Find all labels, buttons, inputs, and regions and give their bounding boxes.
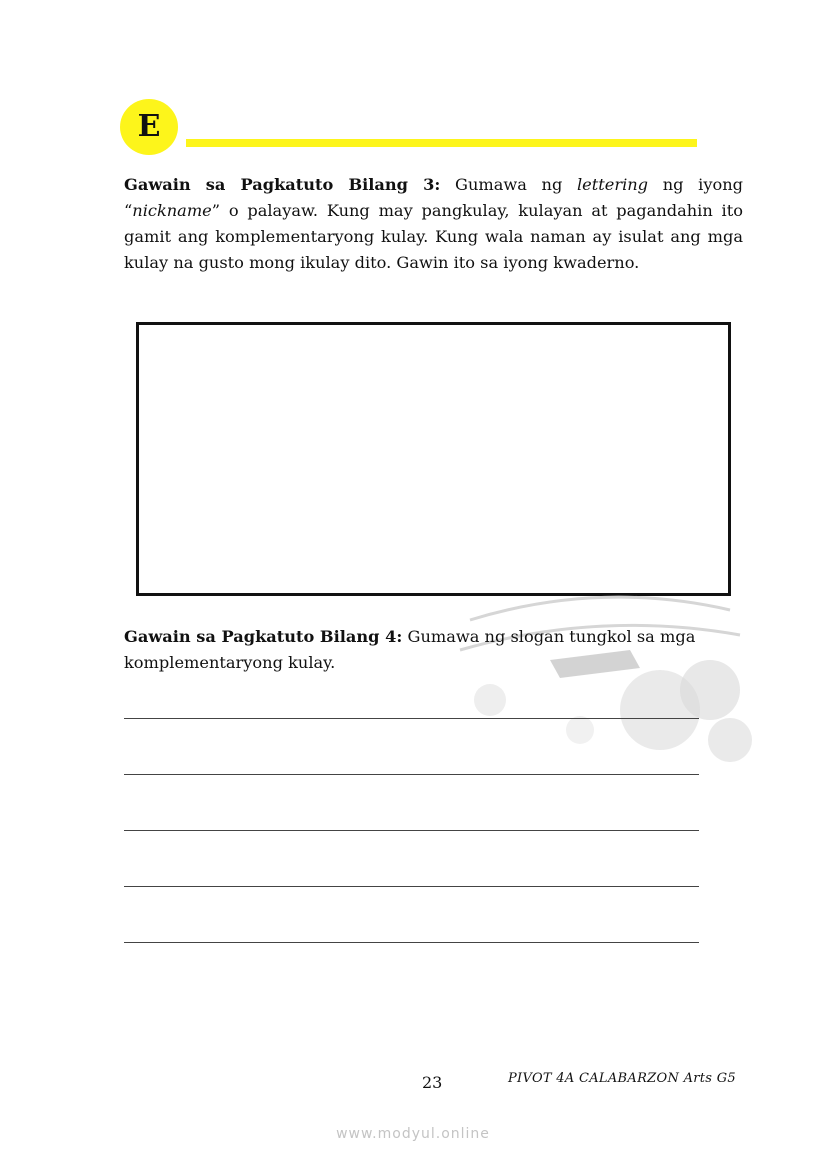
section-badge xyxy=(120,99,178,155)
activity-3-text: ” o palayaw. Kung may pangkulay, kulayan at pagandahin ito gamit ang komplementaryong kulay. Kung wala naman ay isulat ang mga kulay na gusto mong ikulay dito. Gawin ito sa iyong kwaderno. xyxy=(124,201,743,272)
activity-3-text: Gumawa ng xyxy=(440,175,577,194)
activity-4-heading: Gawain sa Pagkatuto Bilang 4: xyxy=(124,627,403,646)
answer-line[interactable] xyxy=(124,830,699,831)
activity-3-text: ng iyong “ xyxy=(124,175,744,220)
footer-reference: PIVOT 4A CALABARZON Arts G5 xyxy=(508,1071,736,1086)
site-watermark: www.modyul.online xyxy=(336,1126,490,1142)
section-letter: E xyxy=(137,109,161,144)
answer-line[interactable] xyxy=(124,886,699,887)
activity-4-instructions xyxy=(124,624,743,676)
activity-3-heading: Gawain sa Pagkatuto Bilang 3: xyxy=(124,175,441,194)
lettering-drawing-box xyxy=(136,322,731,596)
page-number: 23 xyxy=(422,1073,443,1092)
activity-4-text: Gumawa ng slogan tungkol sa mga komplementaryong kulay. xyxy=(124,627,696,672)
activity-3-instructions xyxy=(124,172,743,276)
activity-3-italic-lettering: lettering xyxy=(577,175,649,194)
answer-line[interactable] xyxy=(124,774,699,775)
activity-3-italic-nickname: nickname xyxy=(132,201,212,220)
answer-line[interactable] xyxy=(124,942,699,943)
answer-line[interactable] xyxy=(124,718,699,719)
faded-seal-stamp xyxy=(430,590,760,790)
section-rule xyxy=(186,139,697,147)
